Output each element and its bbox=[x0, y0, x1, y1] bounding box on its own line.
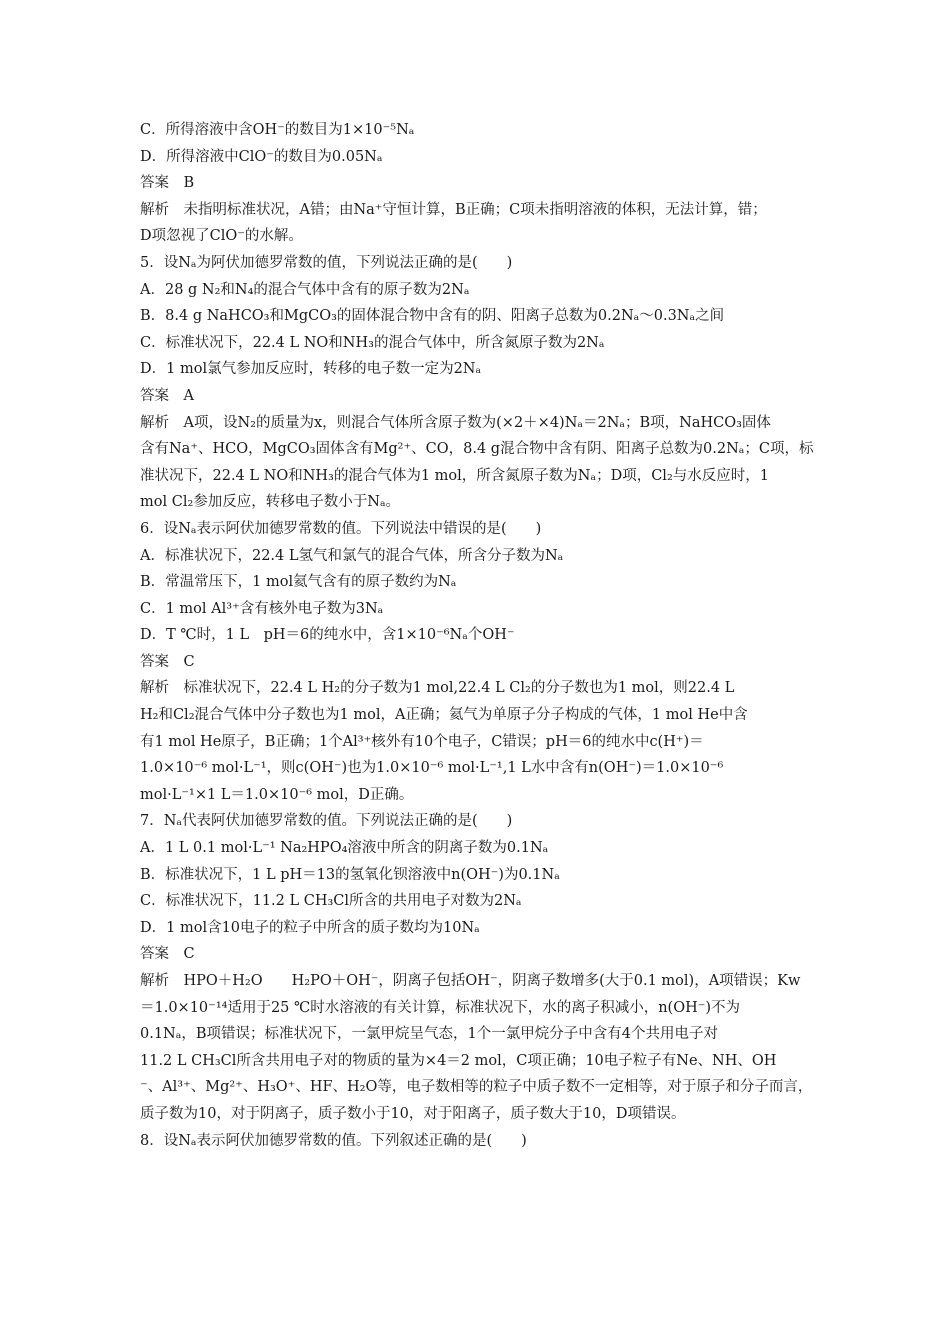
question-line: 8．设Nₐ表示阿伏加德罗常数的值。下列叙述正确的是( ) bbox=[140, 1132, 527, 1149]
answer-line: 答案 A bbox=[140, 387, 194, 404]
question-line: 5．设Nₐ为阿伏加德罗常数的值，下列说法正确的是( ) bbox=[140, 254, 513, 271]
option-line: B．常温常压下，1 mol氦气含有的原子数约为Nₐ bbox=[140, 574, 457, 591]
text-line: D项忽视了ClO⁻的水解。 bbox=[140, 228, 303, 245]
analysis-line: 解析 标准状况下，22.4 L H₂的分子数为1 mol,22.4 L Cl₂的分子数也为1 mol，则22.4 L bbox=[140, 680, 735, 697]
text-line: ⁻、Al³⁺、Mg²⁺、H₃O⁺、HF、H₂O等，电子数相等的粒子中质子数不一定相等，对于原子和分子而言， bbox=[140, 1079, 813, 1096]
option-line: D．1 mol含10电子的粒子中所含的质子数均为10Nₐ bbox=[140, 919, 480, 936]
option-line: C．1 mol Al³⁺含有核外电子数为3Nₐ bbox=[140, 600, 384, 617]
analysis-line: 解析 HPO＋H₂O H₂PO＋OH⁻，阴离子包括OH⁻，阴离子数增多(大于0.1 mol)，A项错误；Kw bbox=[140, 973, 801, 989]
option-line: B．8.4 g NaHCO₃和MgCO₃的固体混合物中含有的阴、阳离子总数为0.2Nₐ～0.3Nₐ之间 bbox=[140, 308, 725, 325]
option-line: A．1 L 0.1 mol·L⁻¹ Na₂HPO₄溶液中所含的阴离子数为0.1Nₐ bbox=[140, 840, 549, 857]
question-line: 6．设Nₐ表示阿伏加德罗常数的值。下列说法中错误的是( ) bbox=[140, 520, 542, 537]
answer-line: 答案 C bbox=[140, 653, 195, 670]
text-line: mol Cl₂参加反应，转移电子数小于Nₐ。 bbox=[140, 494, 401, 511]
text-line: mol·L⁻¹×1 L＝1.0×10⁻⁶ mol，D正确。 bbox=[140, 786, 414, 803]
text-line: 准状况下，22.4 L NO和NH₃的混合气体为1 mol，所含氮原子数为Nₐ；D项，Cl₂与水反应时，1 bbox=[140, 467, 769, 484]
option-line: A．标准状况下，22.4 L氢气和氯气的混合气体，所含分子数为Nₐ bbox=[140, 547, 564, 564]
text-line: 1.0×10⁻⁶ mol·L⁻¹，则c(OH⁻)也为1.0×10⁻⁶ mol·L⁻¹,1 L水中含有n(OH⁻)＝1.0×10⁻⁶ bbox=[140, 760, 724, 777]
text-line: D．所得溶液中ClO⁻的数目为0.05Nₐ bbox=[140, 148, 383, 165]
text-line: C．所得溶液中含OH⁻的数目为1×10⁻⁵Nₐ bbox=[140, 122, 415, 138]
text-line: 11.2 L CH₃Cl所含共用电子对的物质的量为×4＝2 mol，C项正确；10电子粒子有Ne、NH、OH bbox=[140, 1052, 777, 1069]
answer-line: 答案 C bbox=[140, 946, 195, 963]
analysis-line: 解析 未指明标准状况，A错；由Na⁺守恒计算，B正确；C项未指明溶液的体积，无法计算，错； bbox=[140, 201, 767, 218]
option-line: B．标准状况下，1 L pH＝13的氢氧化钡溶液中n(OH⁻)为0.1Nₐ bbox=[140, 866, 560, 883]
text-line: ＝1.0×10⁻¹⁴适用于25 ℃时水溶液的有关计算，标准状况下，水的离子积减小，n(OH⁻)不为 bbox=[140, 999, 741, 1016]
answer-line: 答案 B bbox=[140, 175, 195, 192]
text-line: 有1 mol He原子，B正确；1个Al³⁺核外有10个电子，C错误；pH＝6的纯水中c(H⁺)＝ bbox=[140, 733, 704, 750]
option-line: C．标准状况下，11.2 L CH₃Cl所含的共用电子对数为2Nₐ bbox=[140, 893, 522, 910]
option-line: C．标准状况下，22.4 L NO和NH₃的混合气体中，所含氮原子数为2Nₐ bbox=[140, 334, 605, 351]
document-page bbox=[140, 117, 820, 1154]
analysis-line: 解析 A项，设N₂的质量为x，则混合气体所含原子数为(×2＋×4)Nₐ＝2Nₐ；B项，NaHCO₃固体 bbox=[140, 414, 771, 431]
option-line: A．28 g N₂和N₄的混合气体中含有的原子数为2Nₐ bbox=[140, 281, 470, 298]
text-line: 0.1Nₐ，B项错误；标准状况下，一氯甲烷呈气态，1个一氯甲烷分子中含有4个共用电子对 bbox=[140, 1026, 718, 1043]
text-line: 质子数为10，对于阴离子，质子数小于10，对于阳离子，质子数大于10，D项错误。 bbox=[140, 1105, 686, 1122]
text-line: H₂和Cl₂混合气体中分子数也为1 mol，A正确；氦气为单原子分子构成的气体，1 mol He中含 bbox=[140, 707, 748, 724]
text-line: 含有Na⁺、HCO，MgCO₃固体含有Mg²⁺、CO，8.4 g混合物中含有阴、阳离子总数为0.2Nₐ；C项，标 bbox=[140, 441, 814, 458]
question-line: 7．Nₐ代表阿伏加德罗常数的值。下列说法正确的是( ) bbox=[140, 813, 513, 830]
option-line: D．1 mol氯气参加反应时，转移的电子数一定为2Nₐ bbox=[140, 361, 482, 378]
option-line: D．T ℃时，1 L pH＝6的纯水中，含1×10⁻⁶Nₐ个OH⁻ bbox=[140, 627, 515, 644]
